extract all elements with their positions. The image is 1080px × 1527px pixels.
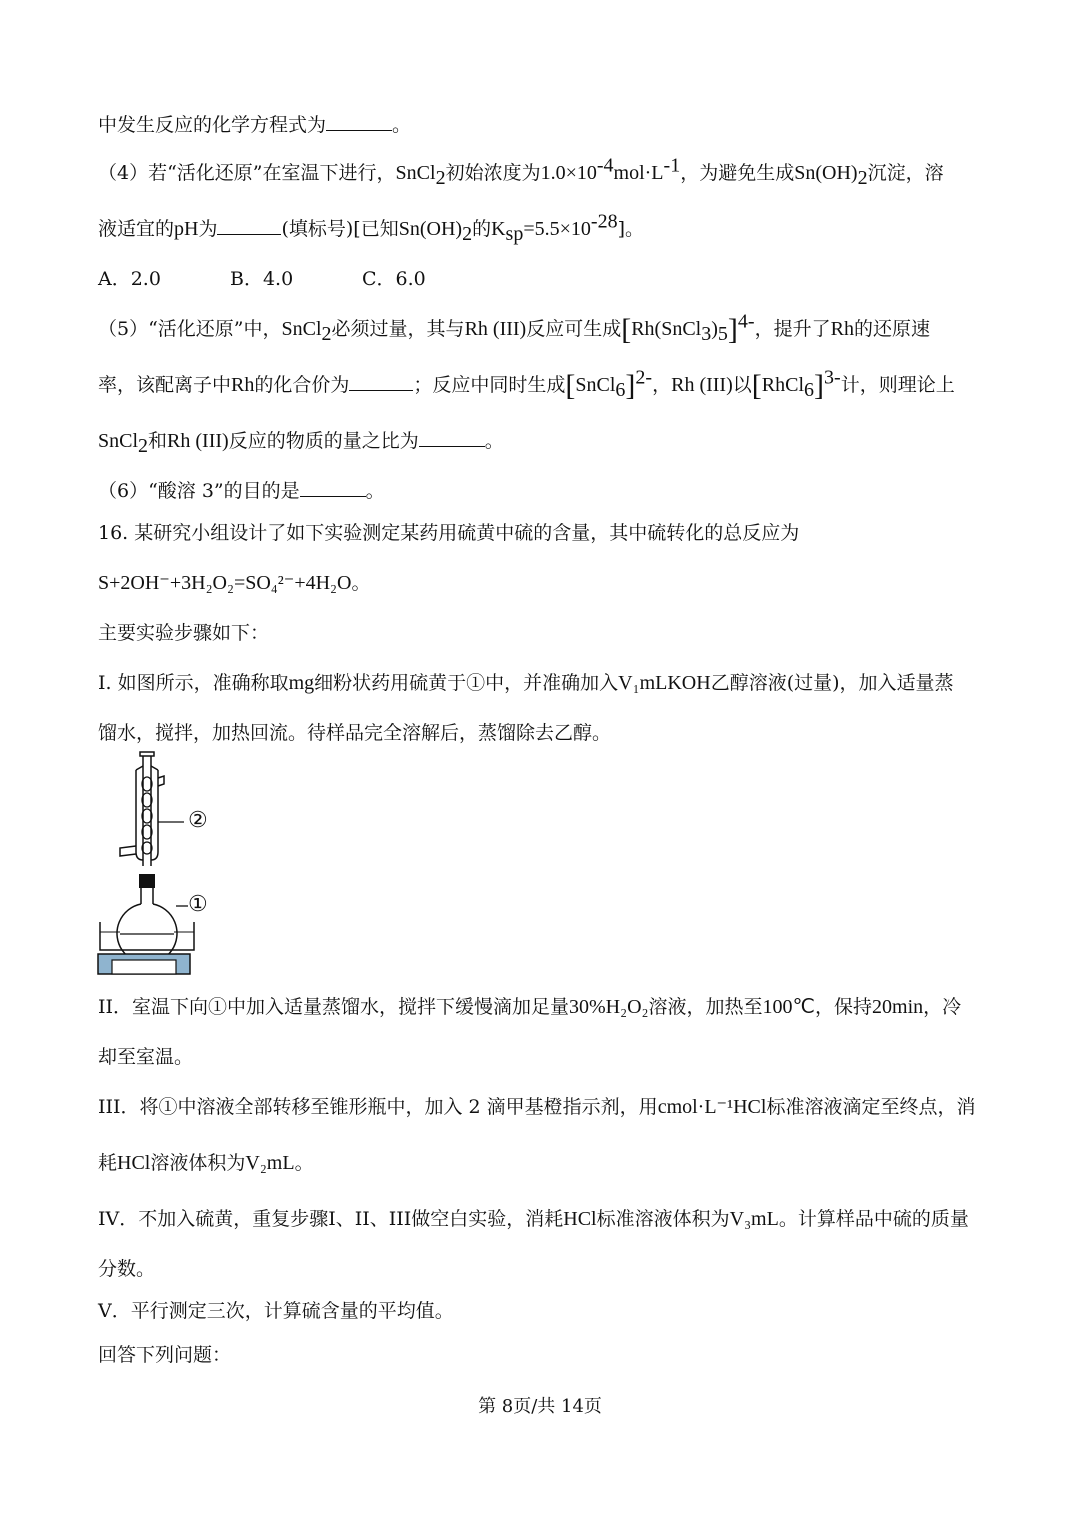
- formula: Rh: [231, 374, 255, 396]
- text: 中发生反应的化学方程式为: [98, 114, 327, 136]
- text: 。: [294, 1152, 314, 1174]
- text: 溶液体积为: [150, 1152, 246, 1174]
- q15-part6: [98, 476, 988, 506]
- formula: -28: [590, 210, 618, 233]
- q16-step5: [98, 1296, 988, 1326]
- q15-part4-options: [98, 264, 988, 294]
- text: 液适宜的: [98, 218, 175, 240]
- text: （4）若“活化还原”在室温下进行，: [98, 162, 396, 184]
- text: ，冷: [923, 996, 962, 1018]
- q16-step4-line1: [98, 1204, 988, 1234]
- condenser-label: ②: [188, 808, 208, 833]
- flask-label: ①: [188, 892, 208, 917]
- q15-part5-line2: 率，该配离子中Rh的化合价为 ；反应中同时生成[SnCl$_6$]$^{2-}$，Rh (III)以[RhCl$_6$]$^{3-}$计，则理论上: [98, 366, 955, 402]
- formula: Sn(OH): [794, 162, 858, 184]
- formula: 2-: [635, 366, 653, 389]
- answer-blank[interactable]: [349, 372, 413, 391]
- text: 率，该配离子中: [98, 374, 232, 396]
- formula: 20min: [872, 996, 924, 1018]
- option-b[interactable]: B．4.0: [230, 268, 294, 290]
- formula: Rh (III): [671, 374, 733, 396]
- q15-part5-line1: （5）“活化还原”中，SnCl$_2$必须过量，其与Rh (III)反应可生成$[Rh(SnCl_3)_5]^{4-}$，提升了Rh的还原速: [98, 310, 930, 346]
- formula: Rh (III): [464, 318, 527, 340]
- text: 沉淀，溶: [867, 162, 944, 184]
- q15-line-equation: [98, 110, 988, 140]
- formula: -4: [596, 154, 614, 177]
- text: II．室温下向①中加入适量蒸馏水，搅拌下缓慢滴加足量: [98, 996, 570, 1018]
- option-c[interactable]: C．6.0: [362, 268, 426, 290]
- formula: =5.5×10: [523, 218, 591, 240]
- q16-equation: [98, 568, 988, 598]
- formula: 30%H₂O₂: [569, 996, 649, 1018]
- text: 馏水，搅拌，加热回流。待样品完全溶解后，蒸馏除去乙醇。: [98, 722, 612, 744]
- text: 却至室温。: [98, 1046, 194, 1068]
- text: 反应的物质的量之比为: [228, 430, 419, 452]
- text: 必须过量，其与: [331, 318, 465, 340]
- reaction-equation: S+2OH⁻+3H₂O₂=SO₄²⁻+4H₂O: [98, 572, 352, 594]
- text: 主要实验步骤如下：: [98, 622, 270, 644]
- formula: sp: [505, 222, 524, 245]
- text: （6）“酸溶 3”的目的是: [98, 480, 300, 502]
- formula: Sn(OH): [398, 218, 463, 240]
- formula: 1.0×10: [540, 162, 597, 184]
- text: 初始浓度为: [445, 162, 541, 184]
- option-a[interactable]: A．2.0: [98, 268, 161, 290]
- text: 耗: [98, 1152, 118, 1174]
- formula: -1: [663, 154, 681, 177]
- q16-intro: [98, 518, 988, 548]
- answer-blank[interactable]: [217, 216, 281, 235]
- formula: RhCl: [761, 374, 805, 396]
- text: 。: [392, 114, 412, 136]
- q16-step2-line1: [98, 992, 988, 1022]
- text: 的还原速: [853, 318, 930, 340]
- text: 反应可生成: [526, 318, 622, 340]
- q16-step4-line2: [98, 1254, 988, 1284]
- text: (填标号)[已知: [281, 218, 399, 240]
- formula: HCl: [563, 1208, 597, 1230]
- formula: Rh(SnCl: [631, 318, 702, 340]
- q16-step1-line2: [98, 718, 988, 748]
- text: 溶液，加热至: [648, 996, 763, 1018]
- formula: SnCl: [395, 162, 436, 184]
- text: 。计算样品中硫的质量: [778, 1208, 969, 1230]
- q15-part4-line2: 液适宜的pH为 (填标号)[已知$Sn(OH)_2$的$K_{sp}=5.5\times 10^{-28}$]。: [98, 210, 644, 245]
- formula: K: [491, 218, 506, 240]
- formula: SnCl: [575, 374, 616, 396]
- formula: cmol·L⁻¹HCl: [657, 1096, 767, 1118]
- text: 的: [472, 218, 492, 240]
- formula: pH: [174, 218, 199, 240]
- q16-step3-line2: [98, 1148, 988, 1178]
- formula: V₃mL: [729, 1208, 779, 1230]
- formula: 100℃: [762, 996, 815, 1018]
- text: 分数。: [98, 1258, 156, 1280]
- text: 16. 某研究小组设计了如下实验测定某药用硫黄中硫的含量，其中硫转化的总反应为: [98, 522, 800, 544]
- formula: SnCl: [98, 430, 139, 452]
- formula: mg: [288, 672, 315, 694]
- text: 和: [148, 430, 168, 452]
- formula: SnCl: [281, 318, 322, 340]
- answer-blank[interactable]: [300, 478, 366, 497]
- q16-answer-prompt: [98, 1340, 988, 1370]
- formula: 3-: [824, 366, 841, 389]
- text: 的化合价为: [254, 374, 350, 396]
- text: ，保持: [815, 996, 873, 1018]
- q16-step3-line1: [98, 1092, 988, 1122]
- text: 。: [484, 430, 504, 452]
- text: 标准溶液体积为: [596, 1208, 730, 1230]
- reflux-apparatus-figure: [92, 748, 232, 988]
- answer-blank[interactable]: [419, 428, 485, 447]
- text: 。: [351, 572, 371, 594]
- text: ]。: [617, 218, 644, 240]
- text: III．将①中溶液全部转移至锥形瓶中，加入 2 滴甲基橙指示剂，用: [98, 1096, 658, 1118]
- text: 为: [198, 218, 218, 240]
- formula: mol·L: [613, 162, 664, 184]
- text: ；反应中同时生成: [413, 374, 566, 396]
- text: ，为避免生成: [680, 162, 795, 184]
- text: ，: [652, 374, 672, 396]
- page-footer: 第 8页/共 14页: [478, 1396, 602, 1417]
- text: 回答下列问题：: [98, 1344, 232, 1366]
- apparatus-drawing: [92, 748, 232, 983]
- formula: Rh: [830, 318, 854, 340]
- q16-steps-title: [98, 618, 988, 648]
- text: 细粉状药用硫黄于①中，并准确加入: [314, 672, 619, 694]
- formula: 4-: [737, 310, 755, 333]
- q15-part4-line1: （4）若“活化还原”在室温下进行，SnCl$_2$初始浓度为$1.0\times 10^{-4}mol\cdot L^{-1}$，为避免生成$Sn(OH)_2$沉淀，溶: [98, 154, 944, 189]
- answer-blank[interactable]: [326, 112, 392, 131]
- text: （5）“活化还原”中，: [98, 318, 282, 340]
- formula: Rh (III): [167, 430, 229, 452]
- text: 标准溶液滴定至终点，消: [766, 1096, 976, 1118]
- text: 以: [732, 374, 752, 396]
- formula: V₂mL: [245, 1152, 295, 1174]
- q15-part5-line3: SnCl$_2$和Rh (III)反应的物质的量之比为 。: [98, 430, 504, 457]
- formula: HCl: [117, 1152, 151, 1174]
- text: 乙醇溶液(过量)，加入适量蒸: [710, 672, 954, 694]
- text: I. 如图所示，准确称取: [98, 672, 289, 694]
- formula: V₁mLKOH: [618, 672, 711, 694]
- text: 。: [365, 480, 385, 502]
- q16-step1-line1: [98, 668, 988, 698]
- q16-step2-line2: [98, 1042, 988, 1072]
- text: V．平行测定三次，计算硫含量的平均值。: [98, 1300, 454, 1322]
- text: IV．不加入硫黄，重复步骤I、II、III做空白实验，消耗: [98, 1208, 564, 1230]
- text: 计，则理论上: [840, 374, 955, 396]
- text: ，提升了: [754, 318, 831, 340]
